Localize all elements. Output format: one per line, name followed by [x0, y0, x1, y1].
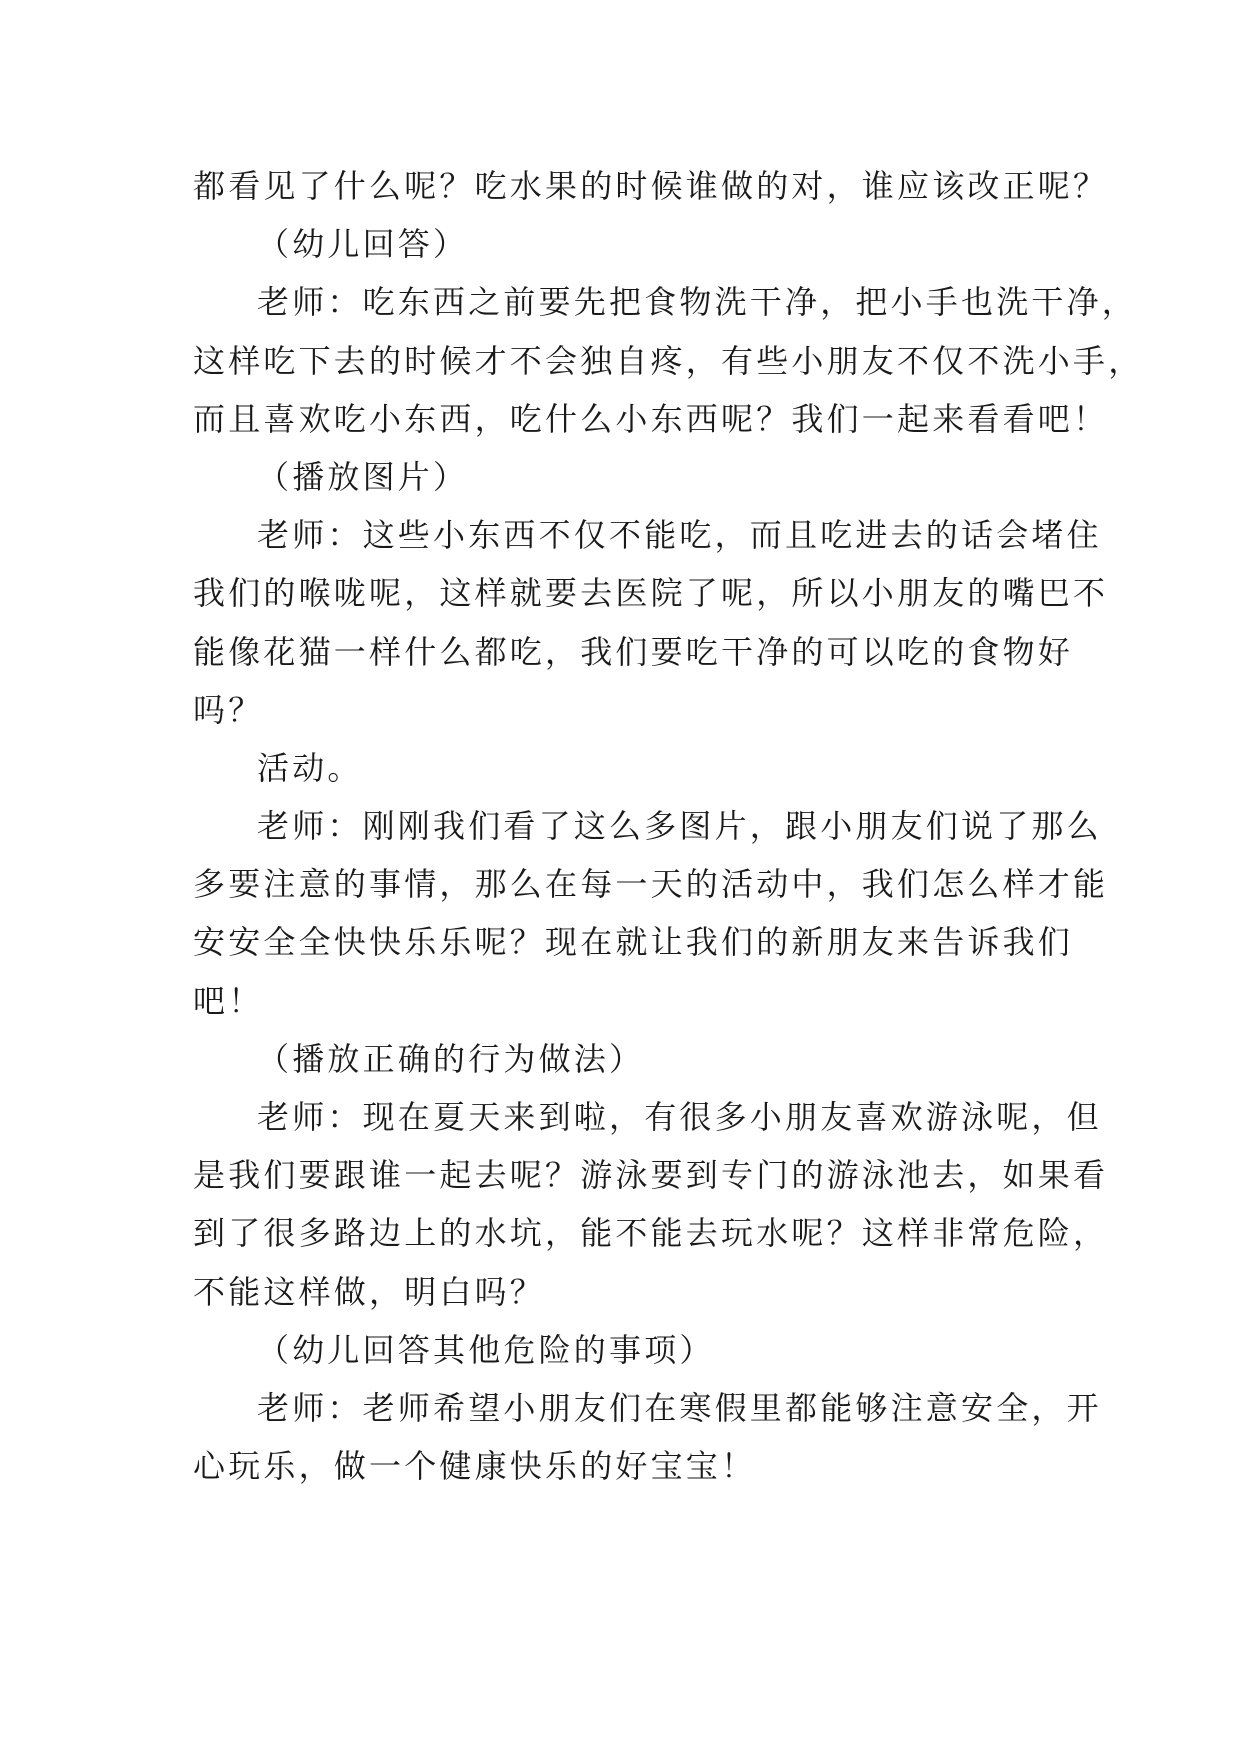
- text-line: 我们的喉咙呢，这样就要去医院了呢，所以小朋友的嘴巴不: [193, 574, 1109, 613]
- text-line: （幼儿回答其他危险的事项）: [257, 1330, 715, 1369]
- text-line: 老师：老师希望小朋友们在寒假里都能够注意安全，开: [257, 1388, 1102, 1427]
- text-line: 而且喜欢吃小东西，吃什么小东西呢？我们一起来看看吧！: [193, 399, 1109, 438]
- text-line: 多要注意的事情，那么在每一天的活动中，我们怎么样才能: [193, 865, 1109, 904]
- text-line: 吗？: [193, 690, 264, 729]
- text-line: 老师：刚刚我们看了这么多图片，跟小朋友们说了那么: [257, 807, 1102, 846]
- text-line: 老师：现在夏天来到啦，有很多小朋友喜欢游泳呢，但: [257, 1098, 1102, 1136]
- text-line: 不能这样做，明白吗？: [193, 1272, 546, 1311]
- document-body: [193, 157, 1144, 1495]
- text-line: 吧！: [193, 981, 264, 1020]
- text-line: 活动。: [257, 748, 363, 787]
- text-line: 安安全全快快乐乐呢？现在就让我们的新朋友来告诉我们: [193, 923, 1074, 962]
- text-line: 能像花猫一样什么都吃，我们要吃干净的可以吃的食物好: [193, 632, 1074, 671]
- text-line: 老师：这些小东西不仅不能吃，而且吃进去的话会堵住: [257, 516, 1102, 555]
- text-line: 这样吃下去的时候才不会独自疼，有些小朋友不仅不洗小手，: [193, 341, 1144, 380]
- text-line: 是我们要跟谁一起去呢？游泳要到专门的游泳池去，如果看: [193, 1156, 1109, 1195]
- text-line: 老师：吃东西之前要先把食物洗干净，把小手也洗干净，: [257, 283, 1138, 322]
- text-line: （幼儿回答）: [257, 225, 469, 264]
- text-line: （播放图片）: [257, 457, 469, 496]
- text-line: 心玩乐，做一个健康快乐的好宝宝！: [193, 1447, 757, 1486]
- text-line: 都看见了什么呢？吃水果的时候谁做的对，谁应该改正呢？: [193, 167, 1109, 205]
- text-line: 到了很多路边上的水坑，能不能去玩水呢？这样非常危险，: [193, 1214, 1109, 1253]
- text-line: （播放正确的行为做法）: [257, 1039, 645, 1078]
